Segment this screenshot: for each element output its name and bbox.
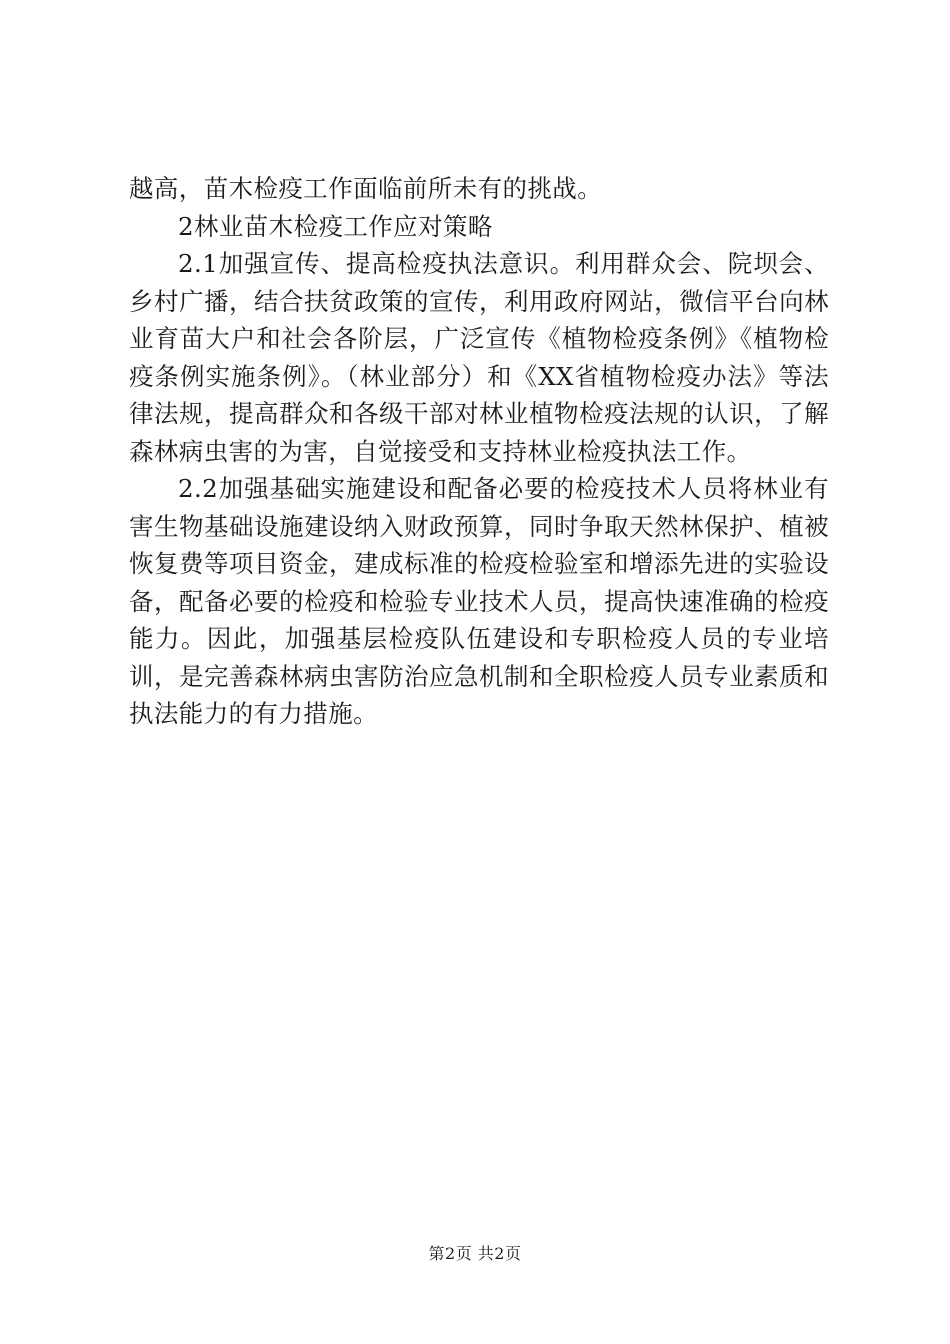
section-heading: 2林业苗木检疫工作应对策略 [178, 211, 493, 241]
page-footer: 第2页 共2页 [428, 1244, 522, 1263]
paragraph-continuation: 越高，苗木检疫工作面临前所未有的挑战。 [129, 174, 603, 203]
paragraph-2-1: 2.1加强宣传、提高检疫执法意识。利用群众会、院坝会、乡村广播，结合扶贫政策的宣传，利用政府网站，微信平台向林业育苗大户和社会各阶层，广泛宣传《植物检疫条例》《植物检疫条例实施条例》。（林业部分）和《XX省植物检疫办法》等法律法规，提高群众和各级干部对林业植物检疫法规的认识，了解森林病虫害的为害，自觉接受和支持林业检疫执法工作。 [129, 249, 829, 466]
document-body [129, 170, 829, 733]
paragraph-2-2: 2.2加强基础实施建设和配备必要的检疫技术人员将林业有害生物基础设施建设纳入财政预算，同时争取天然林保护、植被恢复费等项目资金，建成标准的检疫检验室和增添先进的实验设备，配备必要的检疫和检验专业技术人员，提高快速准确的检疫能力。因此，加强基层检疫队伍建设和专职检疫人员的专业培训，是完善森林病虫害防治应急机制和全职检疫人员专业素质和执法能力的有力措施。 [129, 474, 829, 728]
